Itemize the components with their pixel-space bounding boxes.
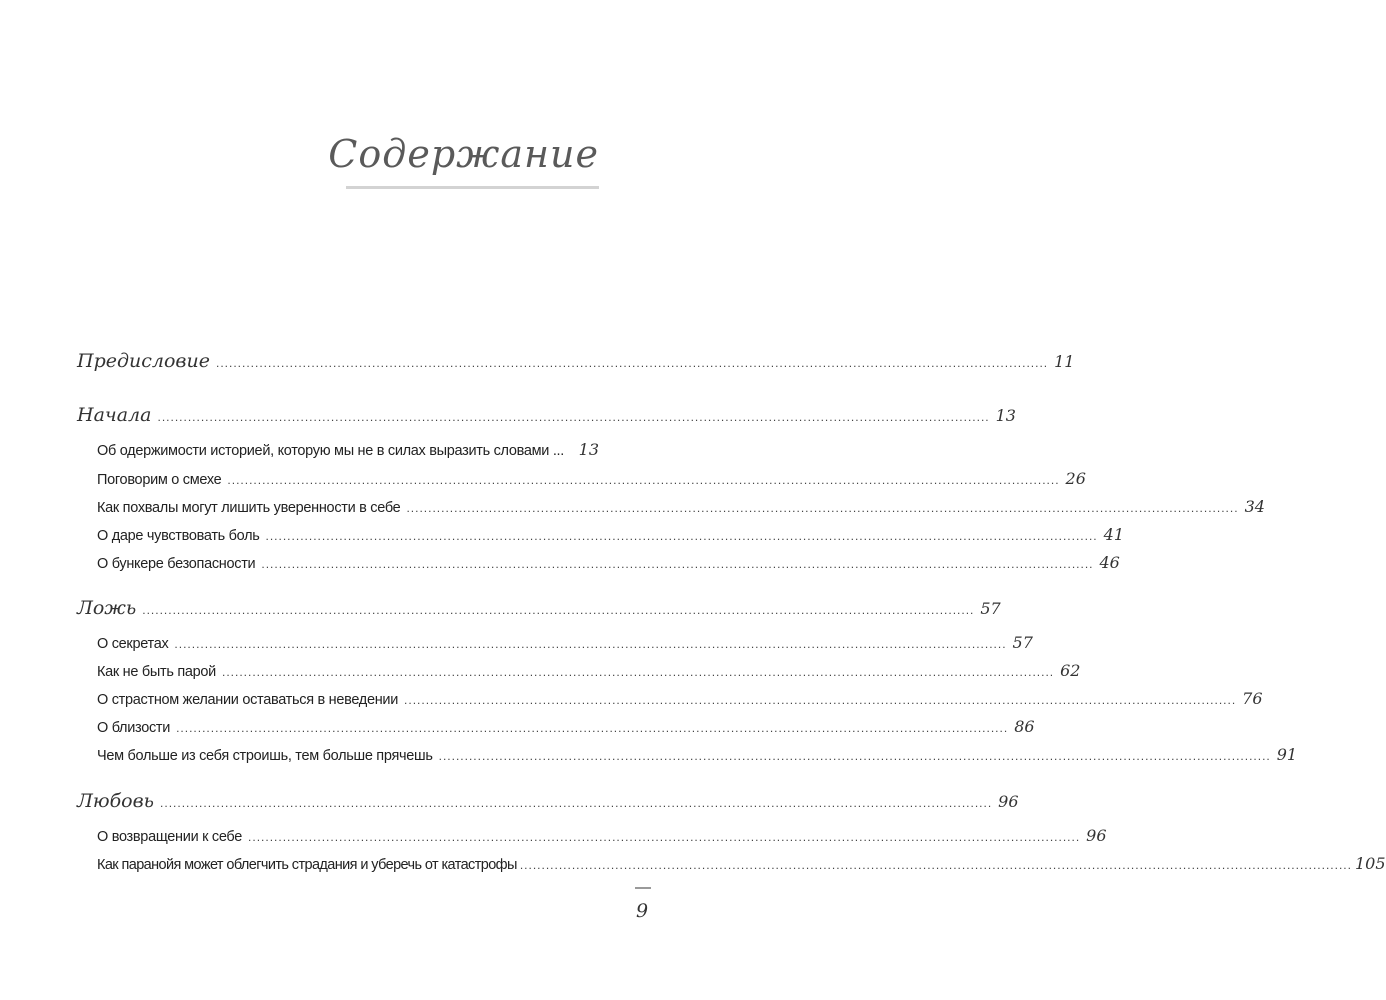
toc-entry-page: 11 [1054, 352, 1075, 371]
toc-part-label: Любовь [77, 790, 155, 812]
toc-entry [97, 525, 1124, 544]
toc-part-3 [77, 790, 1019, 812]
toc-entry-label: О страстном желании оставаться в неведении [97, 692, 399, 708]
dot-leader: ................................................................................................................................................................................................ [227, 473, 1060, 487]
dot-leader: ................................................................................................................................................................................................ [215, 356, 1049, 370]
toc-entry [97, 469, 1086, 488]
toc-entry-label: Как паранойя может облегчить страдания и уберечь от катастрофы [97, 857, 517, 873]
dot-leader: ................................................................................................................................................................................................ [221, 665, 1055, 679]
toc-entry [97, 689, 1263, 708]
dot-leader: ................................................................................................................................................................................................ [248, 830, 1081, 844]
dot-leader: ................................................................................................................................................................................................ [265, 529, 1098, 543]
toc-entry [97, 717, 1035, 736]
dot-leader: ................................................................................................................................................................................................ [174, 637, 1007, 651]
dot-leader: ................................................................................................................................................................................................ [406, 501, 1239, 515]
toc-entry-page: 57 [1012, 633, 1033, 652]
toc-entry [97, 854, 1386, 873]
dot-leader: ................................................................................................................................................................................................ [404, 693, 1237, 707]
toc-entry [97, 826, 1107, 845]
toc-entry-label: Как не быть парой [97, 664, 216, 680]
toc-entry-page: 86 [1014, 717, 1035, 736]
toc-entry-page: 76 [1242, 689, 1263, 708]
dot-leader: ................................................................................................................................................................................................ [157, 410, 990, 424]
toc-part-label: Начала [77, 404, 152, 426]
title-divider [346, 186, 599, 189]
toc-entry-label: Поговорим о смехе [97, 472, 222, 488]
dot-leader: ................................................................................................................................................................................................ [261, 557, 1094, 571]
dot-leader: ................................................................................................................................................................................................ [176, 721, 1009, 735]
dot-leader: ................................................................................................................................................................................................ [142, 603, 975, 617]
toc-entry-page: 96 [1086, 826, 1107, 845]
toc-part-page: 57 [980, 599, 1001, 618]
toc-entry [97, 661, 1081, 680]
page-number-rule [635, 887, 651, 889]
toc-part-label: Ложь [77, 597, 137, 619]
toc-entry-page: 13 [578, 440, 599, 459]
toc-entry-label: О секретах [97, 636, 169, 652]
toc-entry-page: 34 [1244, 497, 1265, 516]
toc-entry-label: О возвращении к себе [97, 829, 243, 845]
toc-entry-page: 46 [1099, 553, 1120, 572]
dot-leader: ................................................................................................................................................................................................ [160, 796, 993, 810]
page-number: 9 [636, 900, 649, 922]
toc-entry-label: О даре чувствовать боль [97, 528, 260, 544]
toc-entry-page: 41 [1103, 525, 1124, 544]
toc-entry-page: 91 [1276, 745, 1298, 764]
toc-entry [97, 553, 1120, 572]
toc-entry [97, 440, 599, 459]
dot-leader: ................................................................................................................................................................................................ [519, 858, 1352, 872]
toc-entry-label: Чем больше из себя строишь, тем больше прячешь [97, 748, 433, 764]
toc-entry-label: Предисловие [77, 350, 210, 372]
toc-part-1 [77, 404, 1016, 426]
toc-entry-label: Как похвалы могут лишить уверенности в себе [97, 500, 401, 516]
toc-entry-label: О бункере безопасности [97, 556, 256, 572]
page-title: Содержание [328, 132, 599, 176]
toc-entry-page: 62 [1060, 661, 1081, 680]
toc-entry-preface [77, 350, 1075, 372]
toc-entry-page: 105 [1354, 854, 1386, 873]
toc-entry [97, 633, 1033, 652]
toc-entry-page: 26 [1065, 469, 1086, 488]
toc-part-page: 96 [998, 792, 1019, 811]
toc-part-page: 13 [995, 406, 1016, 425]
toc-entry [97, 497, 1265, 516]
dot-leader: ................................................................................................................................................................................................ [438, 749, 1271, 763]
toc-part-2 [77, 597, 1001, 619]
toc-entry-label: О близости [97, 720, 171, 736]
toc-entry-label: Об одержимости историей, которую мы не в силах выразить словами ... [97, 443, 565, 459]
toc-entry [97, 745, 1298, 764]
